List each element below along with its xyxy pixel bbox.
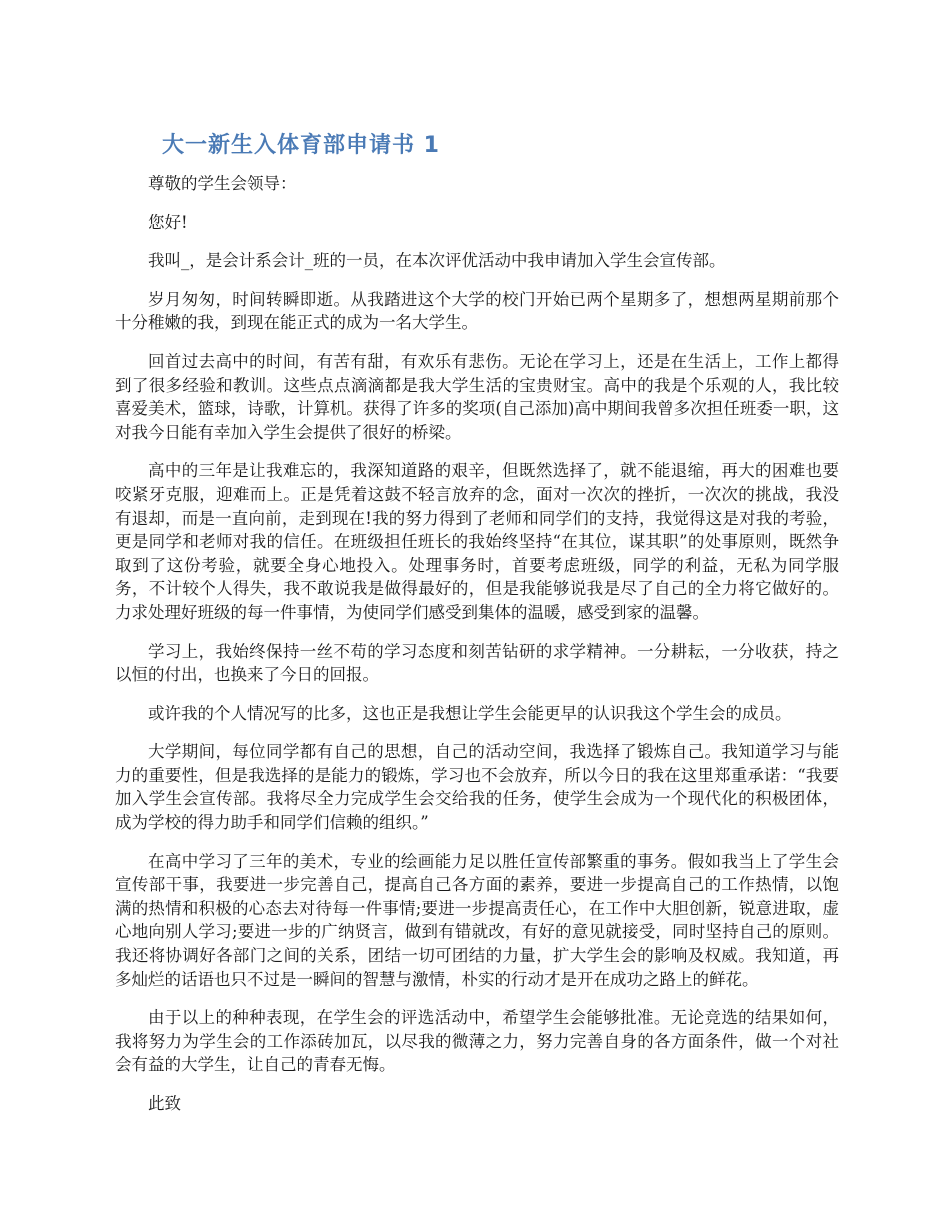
paragraph-high-school-years: 高中的三年是让我难忘的，我深知道路的艰辛，但既然选择了，就不能退缩，再大的困难也要咬紧牙克服，迎难而上。正是凭着这鼓不轻言放弃的念，面对一次次的挫折，一次次的挑战，我没有退却，而是一直向前，走到现在!我的努力得到了老师和同学们的支持，我觉得这是对我的考验，更是同学和老师对我的信任。在班级担任班长的我始终坚持“在其位，谋其职”的处事原则，既然争取到了这份考验，就要全身心地投入。处理事务时，首要考虑班级，同学的利益，无私为同学服务，不计较个人得失，我不敢说我是做得最好的，但是我能够说我是尽了自己的全力将它做好的。力求处理好班级的每一件事情，为使同学们感受到集体的温暖，感受到家的温馨。	[115, 461, 839, 622]
paragraph-high-school-review: 回首过去高中的时间，有苦有甜，有欢乐有悲伤。无论在学习上，还是在生活上，工作上都得到了很多经验和教训。这些点点滴滴都是我大学生活的宝贵财宝。高中的我是个乐观的人，我比较喜爱美术，篮球，诗歌，计算机。获得了许多的奖项(自己添加)高中期间我曾多次担任班委一职，这对我今日能有幸加入学生会提供了很好的桥梁。	[115, 351, 839, 442]
paragraph-personal: 或许我的个人情况写的比多，这也正是我想让学生会能更早的认识我这个学生会的成员。	[148, 703, 792, 723]
paragraph-intro: 我叫_，是会计系会计_班的一员，在本次评优活动中我申请加入学生会宣传部。	[148, 251, 726, 271]
paragraph-conclusion: 由于以上的种种表现，在学生会的评选活动中，希望学生会能够批准。无论竞选的结果如何，我将努力为学生会的工作添砖加瓦，以尽我的微薄之力，努力完善自身的各方面条件，做一个对社会有益的大学生，让自己的青春无悔。	[115, 1008, 839, 1075]
paragraph-art: 在高中学习了三年的美术，专业的绘画能力足以胜任宣传部繁重的事务。假如我当上了学生会宣传部干事，我要进一步完善自己，提高自己各方面的素养，要进一步提高自己的工作热情，以饱满的热情和积极的心态去对待每一件事情;要进一步提高责任心，在工作中大胆创新，锐意进取，虚心地向别人学习;要进一步的广纳贤言，做到有错就改，有好的意见就接受，同时坚持自己的原则。我还将协调好各部门之间的关系，团结一切可团结的力量，扩大学生会的影响及权威。我知道，再多灿烂的话语也只不过是一瞬间的智慧与激情，朴实的行动才是开在成功之路上的鲜花。	[115, 851, 839, 989]
greeting: 您好!	[148, 212, 188, 232]
paragraph-time: 岁月匆匆，时间转瞬即逝。从我踏进这个大学的校门开始已两个星期多了，想想两星期前那个十分稚嫩的我，到现在能正式的成为一名大学生。	[115, 289, 839, 333]
closing: 此致	[148, 1094, 181, 1113]
document-title: 大一新生入体育部申请书 1	[162, 133, 440, 158]
paragraph-university: 大学期间，每位同学都有自己的思想，自己的活动空间，我选择了锻炼自己。我知道学习与能力的重要性，但是我选择的是能力的锻炼，学习也不会放弃，所以今日的我在这里郑重承诺：“我要加入学生会宣传部。我将尽全力完成学生会交给我的任务，使学生会成为一个现代化的积极团体，成为学校的得力助手和同学们信赖的组织。”	[115, 742, 839, 833]
paragraph-study: 学习上，我始终保持一丝不苟的学习态度和刻苦钻研的求学精神。一分耕耘，一分收获，持之以恒的付出，也换来了今日的回报。	[115, 641, 839, 685]
salutation: 尊敬的学生会领导：	[148, 174, 297, 193]
document-body	[115, 172, 839, 1131]
